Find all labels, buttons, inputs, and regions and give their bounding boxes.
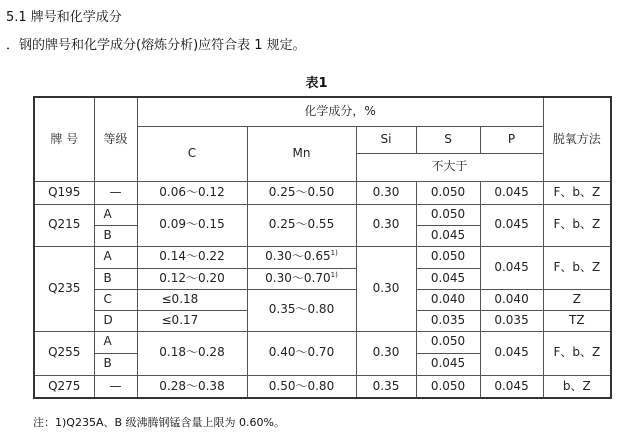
deox-q235-ab: F、b、Z — [543, 246, 611, 289]
header-si: Si — [356, 126, 416, 153]
grade-q235-a: A — [94, 246, 137, 268]
deox-q235-d: TZ — [543, 310, 611, 331]
brand-q255: Q255 — [34, 331, 94, 375]
grade-q215-a: A — [94, 204, 137, 225]
s-q195: 0.050 — [416, 181, 480, 204]
p-q215: 0.045 — [480, 204, 543, 246]
c-q255: 0.18～0.28 — [137, 331, 247, 375]
deox-q275: b、Z — [543, 375, 611, 398]
intro-text: ．钢的牌号和化学成分(熔炼分析)应符合表 1 规定。 — [6, 38, 306, 53]
mn-q235-b-value: 0.30～0.70 — [265, 270, 331, 285]
header-c: C — [137, 126, 247, 181]
s-q255-a: 0.050 — [416, 331, 480, 353]
s-q235-a: 0.050 — [416, 246, 480, 268]
table-caption: 表1 — [305, 76, 328, 91]
grade-q235-c: C — [94, 289, 137, 310]
header-s: S — [416, 126, 480, 153]
si-q275: 0.35 — [356, 375, 416, 398]
p-q275: 0.045 — [480, 375, 543, 398]
mn-q275: 0.50～0.80 — [247, 375, 356, 398]
c-q215: 0.09～0.15 — [137, 204, 247, 246]
table-footnote: 注：1)Q235A、B 级沸腾钢锰含量上限为 0.60%。 — [33, 416, 285, 429]
p-q195: 0.045 — [480, 181, 543, 204]
header-not-greater: 不大于 — [356, 153, 543, 181]
s-q275: 0.050 — [416, 375, 480, 398]
c-q235-b: 0.12～0.20 — [137, 268, 247, 289]
grade-q255-b: B — [94, 353, 137, 375]
si-q195: 0.30 — [356, 181, 416, 204]
deox-q255: F、b、Z — [543, 331, 611, 375]
grade-q235-b: B — [94, 268, 137, 289]
grade-q275: — — [94, 375, 137, 398]
brand-q275: Q275 — [34, 375, 94, 398]
section-heading: 5.1 牌号和化学成分 — [6, 10, 122, 25]
mn-q195: 0.25～0.50 — [247, 181, 356, 204]
mn-q235-a — [247, 246, 356, 268]
header-deoxidation: 脱氧方法 — [543, 97, 611, 181]
s-q215-b: 0.045 — [416, 225, 480, 246]
mn-q235-b — [247, 268, 356, 289]
si-q255: 0.30 — [356, 331, 416, 375]
c-q195: 0.06～0.12 — [137, 181, 247, 204]
mn-q235-a-value: 0.30～0.65 — [265, 249, 331, 264]
si-q235: 0.30 — [356, 246, 416, 331]
grade-q215-b: B — [94, 225, 137, 246]
header-brand: 牌 号 — [34, 97, 94, 181]
s-q235-d: 0.035 — [416, 310, 480, 331]
deox-q215: F、b、Z — [543, 204, 611, 246]
footnote-ref-1: 1) — [330, 249, 338, 258]
header-composition: 化学成分，% — [137, 97, 543, 126]
s-q215-a: 0.050 — [416, 204, 480, 225]
brand-q215: Q215 — [34, 204, 94, 246]
c-q235-c: ≤0.18 — [137, 289, 247, 310]
c-q275: 0.28～0.38 — [137, 375, 247, 398]
brand-q195: Q195 — [34, 181, 94, 204]
p-q235-d: 0.035 — [480, 310, 543, 331]
p-q255: 0.045 — [480, 331, 543, 375]
header-grade: 等级 — [94, 97, 137, 181]
p-q235-ab: 0.045 — [480, 246, 543, 289]
s-q235-b: 0.045 — [416, 268, 480, 289]
p-q235-c: 0.040 — [480, 289, 543, 310]
header-mn: Mn — [247, 126, 356, 181]
brand-q235: Q235 — [34, 246, 94, 331]
s-q235-c: 0.040 — [416, 289, 480, 310]
grade-q255-a: A — [94, 331, 137, 353]
grade-q235-d: D — [94, 310, 137, 331]
c-q235-a: 0.14～0.22 — [137, 246, 247, 268]
si-q215: 0.30 — [356, 204, 416, 246]
mn-q235-cd: 0.35～0.80 — [247, 289, 356, 331]
s-q255-b: 0.045 — [416, 353, 480, 375]
c-q235-d: ≤0.17 — [137, 310, 247, 331]
deox-q195: F、b、Z — [543, 181, 611, 204]
deox-q235-c: Z — [543, 289, 611, 310]
header-p: P — [480, 126, 543, 153]
composition-table — [33, 96, 612, 399]
footnote-ref-1b: 1) — [330, 270, 338, 279]
grade-q195: — — [94, 181, 137, 204]
mn-q255: 0.40～0.70 — [247, 331, 356, 375]
mn-q215: 0.25～0.55 — [247, 204, 356, 246]
